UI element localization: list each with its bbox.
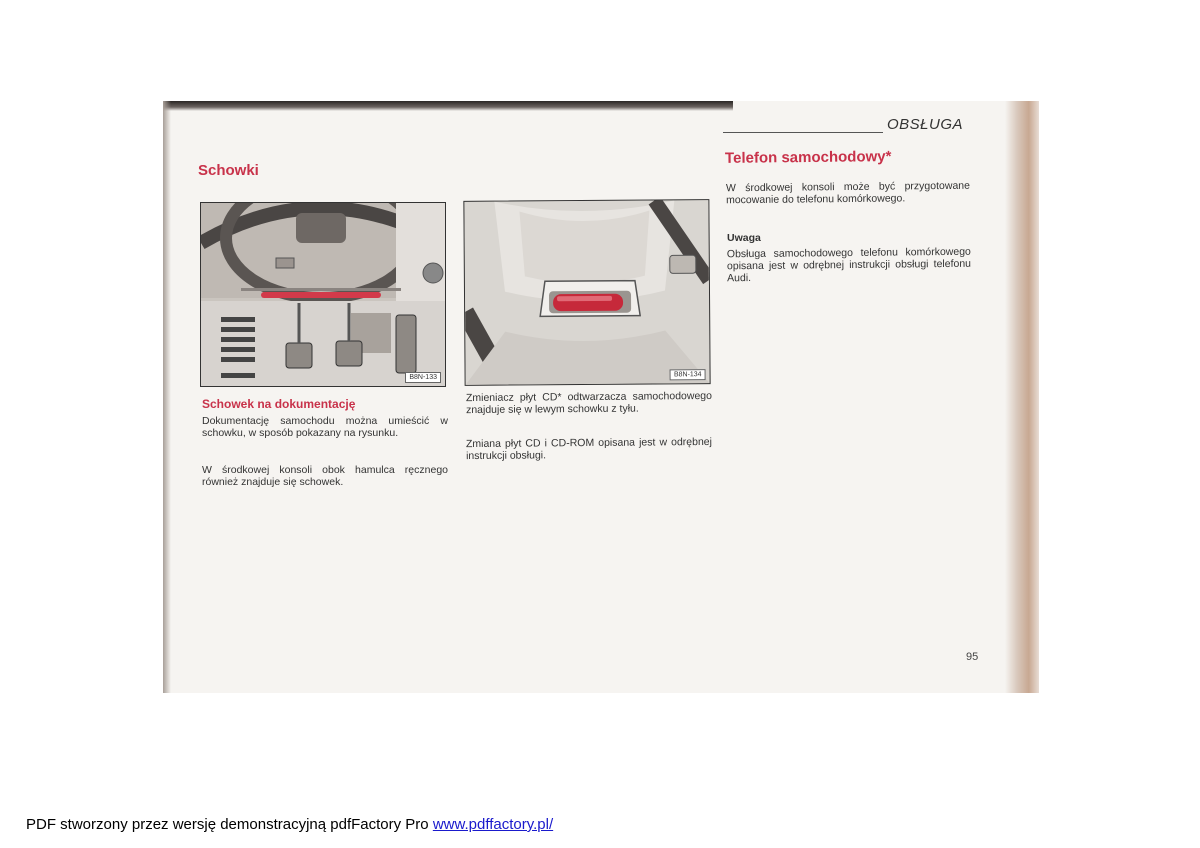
pdf-footer bbox=[26, 816, 553, 833]
cd-change-paragraph: Zmiana płyt CD i CD-ROM opisana jest w odrębnej instrukcji obsługi. bbox=[465, 435, 712, 463]
scan-book-spine bbox=[1005, 101, 1039, 693]
section-header: OBSŁUGA bbox=[887, 116, 964, 133]
pdffactory-link[interactable]: www.pdffactory.pl/ bbox=[432, 816, 554, 833]
figure-code: B8N-134 bbox=[670, 369, 706, 380]
scan-top-shadow bbox=[163, 101, 733, 111]
schowki-title: Schowki bbox=[198, 162, 259, 179]
cd-changer-figure bbox=[463, 199, 710, 386]
dashboard-storage-figure bbox=[200, 202, 446, 387]
note-label: Uwaga bbox=[727, 232, 761, 244]
cd-changer-paragraph: Zmieniacz płyt CD* odtwarzacza samochodowego znajduje się w lewym schowku z tyłu. bbox=[465, 389, 712, 417]
car-phone-title: Telefon samochodowy* bbox=[724, 148, 892, 167]
scanned-manual-page bbox=[163, 101, 1039, 693]
documents-paragraph: Dokumentację samochodu można umieścić w schowku, w sposób pokazany na rysunku. bbox=[202, 415, 448, 439]
header-rule bbox=[723, 132, 883, 133]
scan-left-shadow bbox=[163, 101, 171, 693]
dashboard-illustration bbox=[201, 203, 445, 386]
figure-code: B8N-133 bbox=[405, 372, 441, 383]
page-number: 95 bbox=[966, 651, 979, 663]
note-paragraph: Obsługa samochodowego telefonu komórkowego opisana jest w odrębnej instrukcji obsługi telefonu Audi. bbox=[726, 245, 972, 285]
phone-mount-paragraph: W środkowej konsoli może być przygotowane mocowanie do telefonu komórkowego. bbox=[725, 179, 970, 207]
console-storage-paragraph: W środkowej konsoli obok hamulca ręcznego również znajduje się schowek. bbox=[202, 464, 448, 488]
footer-text: PDF stworzony przez wersję demonstracyjną pdfFactory Pro bbox=[26, 816, 433, 833]
cd-changer-illustration bbox=[464, 200, 709, 385]
documents-storage-subtitle: Schowek na dokumentację bbox=[202, 397, 356, 411]
